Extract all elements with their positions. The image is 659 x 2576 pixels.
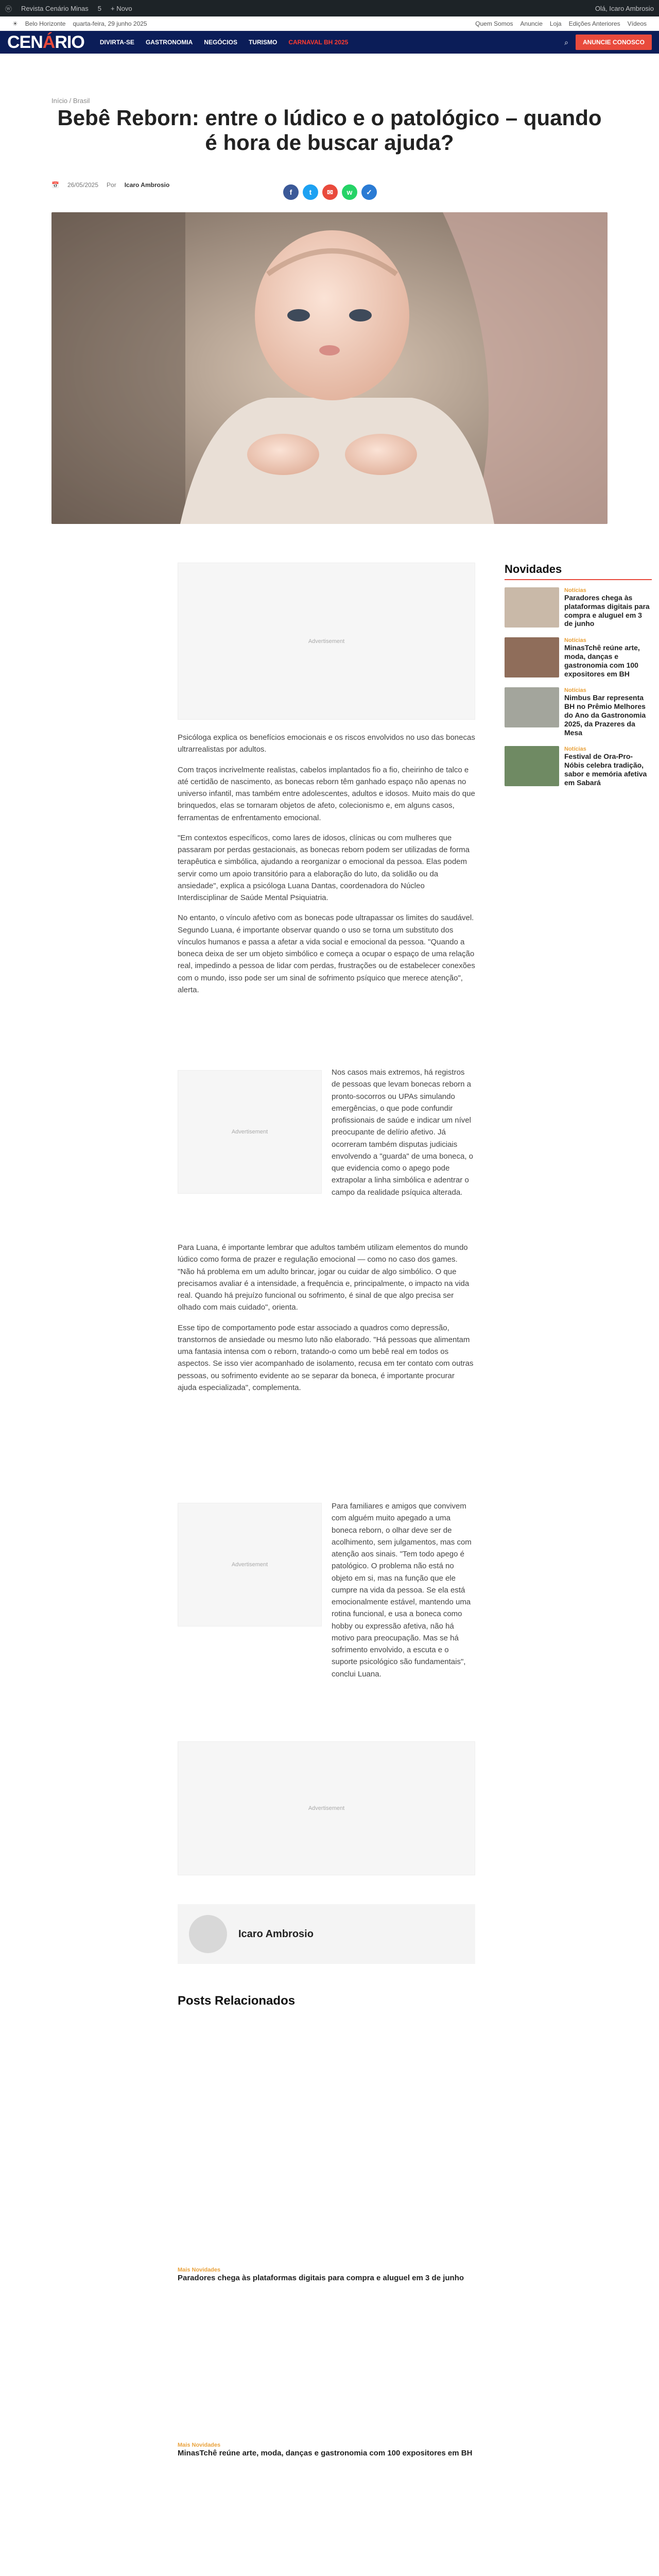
article-paragraph: No entanto, o vínculo afetivo com as bonecas pode ultrapassar os limites do saudável. Segundo Luana, é importante observar quando o uso se torna um substituto dos vínculos humanos e passa a afetar a vida social e emocional da pessoa. "Quando a boneca deixa de ser um objeto simbólico e começa a ocupar o espaço de uma relação real, impedindo a pessoa de lidar com perdas, frustrações ou de estabelecer conexões com o mundo, isso pode ser um sinal de sofrimento psíquico que merece atenção", alerta.: [178, 913, 475, 994]
site-header: [0, 31, 659, 54]
article-body-wrap: [332, 1066, 475, 1207]
article-paragraph: Para Luana, é importante lembrar que adultos também utilizam elementos do mundo lúdico como forma de prazer e regulação emocional — como no caso dos games. "Não há problema em um adulto brincar, jogar ou cuidar de algo simbólico. O que precisamos avaliar é a intensidade, a frequência e, principalmente, o impacto na vida real. Quando há prejuízo funcional ou sofrimento, é sinal de que algo precisa ser olhado com mais cuidado", orienta.: [178, 1243, 470, 1312]
related-thumb-space: [178, 2035, 475, 2267]
related-item[interactable]: [178, 2463, 475, 2576]
nav-gastronomia[interactable]: GASTRONOMIA: [145, 39, 193, 46]
author-prefix: Por: [107, 181, 116, 189]
sidebar-post-title[interactable]: Paradores chega às plataformas digitais para compra e aluguel em 3 de junho: [564, 594, 650, 628]
advertise-button[interactable]: ANUNCIE CONOSCO: [576, 35, 652, 50]
telegram-icon[interactable]: ✓: [361, 184, 377, 200]
ad-placeholder-inline-2[interactable]: [178, 1503, 322, 1626]
article-paragraph: "Em contextos específicos, como lares de idosos, clínicas ou com mulheres que passaram por perdas gestacionais, as bonecas reborn podem ser utilizadas de forma terapêutica e simbólica, ajudando a reorganizar o emocional da pessoa. Elas podem servir como um apoio transitório para a elaboração do luto, da solidão ou da ansiedade", explica a psicóloga Luana Dantas, coordenadora do Núcleo Interdisciplinar de Saúde Mental Psiquiatria.: [178, 833, 470, 902]
sidebar: [505, 563, 652, 796]
article-paragraph: Com traços incrivelmente realistas, cabelos implantados fio a fio, cheirinho de talco e até certidão de nascimento, as bonecas reborn têm ganhado espaço não apenas no universo infantil, mas também entre adolescentes, adultos e idosos. Muito mais do que brinquedos, elas se tornaram objetos de afeto, colecionismo e, em alguns casos, ferramentas de enfrentamento emocional.: [178, 765, 475, 822]
hero-image: [51, 212, 608, 524]
city: Belo Horizonte: [25, 20, 66, 27]
ad-label: Advertisement: [231, 1562, 268, 1568]
whatsapp-icon[interactable]: w: [342, 184, 357, 200]
avatar[interactable]: [189, 1915, 227, 1953]
search-icon[interactable]: ⌕: [564, 38, 568, 46]
page-title: Bebê Reborn: entre o lúdico e o patológico – quando é hora de buscar ajuda?: [57, 106, 602, 155]
ad-placeholder[interactable]: [178, 563, 475, 720]
related-item[interactable]: [178, 2287, 475, 2459]
topbar-link-edicoes[interactable]: Edições Anteriores: [568, 20, 620, 27]
logo-part: RIO: [55, 32, 84, 52]
sidebar-post[interactable]: [505, 637, 652, 678]
site-logo[interactable]: [7, 32, 84, 53]
related-posts-title: Posts Relacionados: [178, 1994, 296, 2008]
related-item[interactable]: [178, 2035, 475, 2283]
ad-placeholder-inline[interactable]: [178, 1070, 322, 1194]
sidebar-thumb[interactable]: [505, 587, 559, 628]
nav-divirta-se[interactable]: DIVIRTA-SE: [99, 39, 134, 46]
sidebar-category[interactable]: Notícias: [564, 637, 586, 644]
logo-part: CEN: [7, 32, 43, 52]
admin-new[interactable]: + Novo: [111, 4, 132, 12]
related-thumb-space: [178, 2287, 475, 2442]
sidebar-post[interactable]: [505, 687, 652, 737]
ad-label: Advertisement: [308, 638, 345, 645]
post-date: 26/05/2025: [67, 181, 99, 189]
topbar-link-loja[interactable]: Loja: [549, 20, 562, 27]
article-body: [178, 732, 475, 1004]
sidebar-category[interactable]: Notícias: [564, 746, 586, 753]
related-thumb-space: [178, 2463, 475, 2576]
article-paragraph: Psicóloga explica os benefícios emocionais e os riscos envolvidos no uso das bonecas ultrarrealistas por adultos.: [178, 733, 475, 754]
ad-placeholder-bottom[interactable]: [178, 1741, 475, 1875]
admin-howdy[interactable]: Olá, Icaro Ambrosio: [595, 4, 654, 12]
twitter-icon[interactable]: t: [303, 184, 318, 200]
sidebar-post-title[interactable]: Nimbus Bar representa BH no Prêmio Melhores do Ano da Gastronomia 2025, da Prazeres da Mesa: [564, 693, 646, 737]
article-body-wrap-2: [332, 1500, 475, 1688]
post-author[interactable]: Icaro Ambrosio: [124, 181, 170, 189]
nav-negocios[interactable]: NEGÓCIOS: [204, 39, 237, 46]
sidebar-category[interactable]: Notícias: [564, 687, 586, 694]
topbar-link-anuncie[interactable]: Anuncie: [520, 20, 543, 27]
sidebar-thumb[interactable]: [505, 637, 559, 677]
nav-carnaval[interactable]: CARNAVAL BH 2025: [288, 39, 349, 46]
sidebar-post[interactable]: [505, 587, 652, 628]
related-category[interactable]: Mais Novidades: [178, 2267, 221, 2273]
share-buttons: [283, 184, 377, 200]
main-nav: [100, 39, 349, 46]
sidebar-thumb[interactable]: [505, 687, 559, 727]
related-title[interactable]: MinasTchê reúne arte, moda, danças e gastronomia com 100 expositores em BH: [178, 2449, 473, 2458]
sidebar-post-title[interactable]: Festival de Ora-Pro-Nóbis celebra tradição, sabor e memória afetiva em Sabará: [564, 752, 647, 787]
post-meta: [51, 181, 169, 189]
breadcrumb[interactable]: Início / Brasil: [51, 97, 90, 105]
admin-site-name[interactable]: Revista Cenário Minas: [21, 4, 89, 12]
facebook-icon[interactable]: f: [283, 184, 299, 200]
ad-label: Advertisement: [308, 1805, 345, 1811]
date: quarta-feira, 29 junho 2025: [73, 20, 147, 27]
topbar-link-quem-somos[interactable]: Quem Somos: [475, 20, 513, 27]
logo-part-accent: Á: [42, 32, 55, 52]
sidebar-category[interactable]: Notícias: [564, 587, 586, 594]
calendar-icon: 📅: [51, 181, 59, 189]
article-paragraph: Para familiares e amigos que convivem com alguém muito apegado a uma boneca reborn, o olhar deve ser de acolhimento, sem julgamentos, mas com atenção aos sinais. "Tem todo apego é patológico. O problema não está no objeto em si, mas na função que ele cumpre na vida da pessoa. Se ela está emocionalmente estável, mantendo uma rotina funcional, e usa a boneca como hobby ou expressão afetiva, não há motivo para preocupação. Mas se há sofrimento envolvido, a escuta e o suporte psicológico são fundamentais", conclui Luana.: [332, 1502, 472, 1679]
nav-turismo[interactable]: TURISMO: [248, 39, 278, 46]
weather-icon: ☀: [12, 20, 18, 27]
topbar-link-videos[interactable]: Vídeos: [627, 20, 647, 27]
article-paragraph: Nos casos mais extremos, há registros de pessoas que levam bonecas reborn a pronto-socorros ou UPAs simulando emergências, o que pode confundir profissionais de saúde e indicar um nível preocupante de delírio afetivo. Já ocorreram também disputas judiciais envolvendo a "guarda" de uma boneca, o que evidencia como o apego pode extrapolar a linha simbólica e adentrar o campo da realidade psíquica alterada.: [332, 1068, 474, 1197]
ad-label: Advertisement: [231, 1129, 268, 1135]
admin-counter[interactable]: 5: [97, 4, 102, 12]
related-category[interactable]: Mais Novidades: [178, 2442, 221, 2448]
sidebar-title: Novidades: [505, 563, 652, 580]
email-icon[interactable]: ✉: [322, 184, 338, 200]
related-title[interactable]: Paradores chega às plataformas digitais para compra e aluguel em 3 de junho: [178, 2274, 464, 2282]
reborn-doll-image: [51, 212, 608, 524]
author-name[interactable]: Icaro Ambrosio: [238, 1928, 314, 1940]
sidebar-post-title[interactable]: MinasTchê reúne arte, moda, danças e gastronomia com 100 expositores em BH: [564, 643, 640, 678]
article-body-cont: [178, 1242, 475, 1402]
author-box: [178, 1904, 475, 1964]
article-paragraph: Esse tipo de comportamento pode estar associado a quadros como depressão, transtornos de ansiedade ou mesmo luto não elaborado. "Há pessoas que alimentam uma fantasia intensa com o reborn, tratando-o como um bebê real em todos os aspectos. Se isso vier acompanhado de isolamento, recusa em ter contato com outras pessoas, ou sofrimento evidente ao se separar da boneca, é importante procurar ajuda especializada", complementa.: [178, 1323, 474, 1392]
sidebar-post[interactable]: [505, 746, 652, 787]
wordpress-icon[interactable]: ⓦ: [5, 5, 12, 13]
sidebar-thumb[interactable]: [505, 746, 559, 786]
top-bar: [0, 16, 659, 31]
admin-bar: [0, 0, 659, 16]
